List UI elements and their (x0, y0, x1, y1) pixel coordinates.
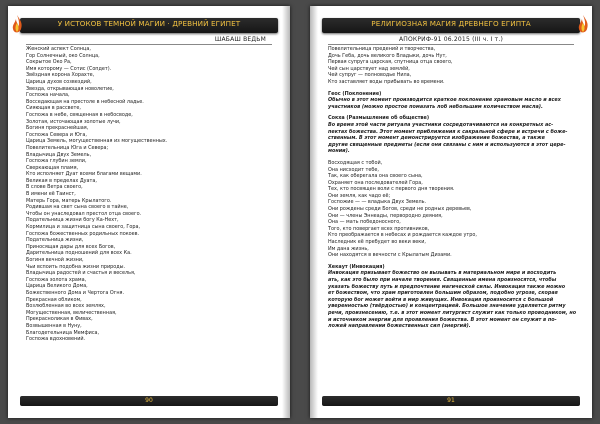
text-line: Чьи вспоить подобна жизни природы. (26, 263, 126, 270)
right-section-title: АПОКРИФ-91 06.2015 (III ч. I т.) (398, 36, 504, 43)
text-line: Повелительница предений и творчества, (328, 46, 436, 52)
instruction-line: Обычно в этот момент производится краткое поклонение храмовым масло и всех (328, 97, 561, 104)
text-line: Восходящая с тобой, (328, 159, 383, 166)
text-line: Восседающая на престоле в небесной ладье. (26, 98, 144, 105)
instruction-line: ет божеством, что храм приготовлен большим образом, подобно угрозе, скорая (328, 290, 558, 297)
right-header-title: РЕЛИГИОЗНАЯ МАГИЯ ДРЕВНЕГО ЕГИПТА (371, 19, 531, 28)
text-line: Чей сын царствует над землёй, (328, 65, 410, 72)
text-line: Благодетельница Мемфиса, (26, 329, 100, 336)
text-line: Родившая на свет сына своего в тайне, (26, 204, 129, 211)
text-line: Они рождены среди Богов, среди не родных деревьев, (328, 206, 472, 213)
text-line: Они находятся в вечности с Крылатым Дизами. (328, 252, 452, 259)
left-header-bar (20, 18, 278, 33)
text-line: Они — члены Эннеады, первородно деяния, (328, 212, 443, 219)
text-line: Кто заставляет воды прибывать во времени. (328, 78, 445, 85)
text-line: Госпожа золота храма, (26, 276, 87, 283)
text-line: Кто преображается в небесах и рождается каждое утро, (328, 232, 477, 239)
text-line: Царица Великого Дома, (26, 283, 88, 290)
instruction-line: монии). (328, 148, 350, 155)
instruction-line: речи, произнесению, т.е. в этот момент литургист служит как только проводником, но (328, 309, 576, 316)
text-line: Госпожа глубин земли, (26, 158, 87, 165)
instruction-line: ложей направлении божественных сил (энергий). (328, 323, 471, 330)
text-line: Им дана жизнь, (328, 245, 369, 252)
text-line: Подательница жизни богу Ка-Нехт, (26, 217, 119, 224)
text-line: Она — мать победоносного, (328, 219, 401, 226)
instruction-line: пектах божества. Этот момент приближения к сакральной сфере и встречи с боже- (328, 128, 568, 135)
section-heading: Сокха (Размышление об обществе) (328, 115, 430, 122)
text-line: Охраняет она последователей Гора, (328, 179, 423, 186)
text-line: Сияющая в рассвете, (26, 105, 81, 112)
left-body-text (26, 46, 274, 343)
left-page (8, 6, 290, 418)
text-line: Божественного Дома и Чертога Огня. (26, 289, 125, 296)
left-divider (26, 44, 272, 45)
instruction-line: другие священные предметы (если они связаны с ним и используются в этот цере- (328, 141, 566, 148)
left-header-title: У ИСТОКОВ ТЕМНОЙ МАГИИ · ДРЕВНИЙ ЕГИПЕТ (57, 19, 241, 28)
text-line: Богиня прекраснейшая, (26, 125, 89, 132)
text-line: Приносящая дары для всех Богов, (26, 243, 116, 250)
text-line: Повелительница Юга и Севера; (26, 144, 109, 151)
text-line: Сверкающая пламя, (26, 164, 79, 171)
text-line: Госпожа в небе, священная в небосводе, (26, 111, 133, 118)
text-line: Звезда, открывающая новолетие, (26, 85, 114, 92)
text-line: Наследник её пребудет во веки веки, (328, 239, 426, 246)
instruction-line: Во время этой части ритуала участники сосредотачиваются на конкретных ас- (328, 121, 554, 128)
left-section-title: ШАБАШ ВЕДЬМ (214, 36, 266, 43)
text-line: Госпожа Севера и Юга, (26, 131, 87, 138)
instruction-line: и источником энергии для проявления божества. В этот момент он служит в по- (328, 316, 557, 323)
text-line: Они земля, как чадо её; (328, 192, 391, 199)
section-heading: Геос (Поклонение) (328, 90, 382, 97)
text-line: Прекрасноликая в Фивах, (26, 316, 93, 323)
text-line: Госпожа божественных родильных покоев. (26, 230, 140, 237)
right-spine-shadow (310, 6, 318, 418)
text-line: Звёздная корона Хорахте, (26, 72, 95, 79)
text-line: Чей супруг — полноводье Нила, (328, 72, 412, 79)
instruction-line: участников (можно простое помазать лоб небольшим количеством масла). (328, 103, 543, 110)
text-line: Царица духов созвездий, (26, 78, 92, 85)
text-line: Гор Солнечный, око Солнца, (26, 52, 100, 59)
text-line: Дочь Геба, дочь великого Владыки, дочь Нут, (328, 52, 447, 59)
text-line: Дарительница подношений для всех Ка. (26, 250, 132, 257)
left-footer-bar (20, 396, 278, 406)
instruction-line: уверенностью (твёрдостью) и концентрацией. Большое значение уделяется ритму (328, 303, 566, 310)
text-line: Первая супруга царская, спутница отца своего, (328, 59, 453, 66)
text-line: Матерь Гора, матерь Крылатого. (26, 197, 112, 204)
text-line: Госпожа вдохновений. (26, 336, 86, 343)
text-line: Тех, кто посвящен воли с первого дня творения. (328, 186, 455, 193)
flame-logo-icon (576, 14, 590, 36)
text-line: Возлюбленная во всех землях, (26, 303, 106, 310)
right-page (310, 6, 592, 418)
right-header-bar (322, 18, 580, 33)
text-line: Госпожа начала, (26, 92, 70, 99)
text-line: Кормилица и защитница сына своего, Гора, (26, 224, 141, 231)
left-spine-shadow (282, 6, 290, 418)
left-page-number: 90 (145, 397, 153, 404)
text-line: Могущественная, величественная, (26, 309, 117, 316)
instruction-line: ственным. В этот момент демонстрируется изображение божества, а также (328, 135, 545, 142)
text-line: Подательница жизни, (26, 237, 84, 244)
text-line: Имя которому — Сотис (Сопдет). (26, 65, 112, 72)
text-line: В слове Ветра своего, (26, 184, 83, 191)
text-line: Госпожие — — владыка Двух Земель. (328, 199, 427, 206)
text-line: В имени её Таинст, (26, 191, 76, 198)
text-line: Прекрасная обликом, (26, 296, 82, 303)
text-line: Возвышенная в Нуну, (26, 322, 82, 329)
text-line: Того, кто повергает всех противников, (328, 225, 430, 232)
instruction-line: Инвокация призывает божество он вызывать в материальном мире и восходить (328, 270, 557, 277)
section-heading: Хекаут (Инвокация) (328, 263, 385, 270)
text-line: Царица Земель, могущественная из могущественных. (26, 138, 168, 145)
right-page-number: 91 (447, 397, 455, 404)
text-line: Богиня вечной жизни, (26, 257, 84, 263)
right-footer-bar (322, 396, 580, 406)
text-line: Золотая, источающая золотые лучи, (26, 118, 121, 125)
text-line: Так, как оберегала она своего сына, (328, 173, 423, 180)
instruction-line: которую бог может войти в мир живущих. Инвокация произносится с большой (328, 296, 554, 303)
text-line: Она нисходит тебе, (328, 166, 379, 173)
text-line: Великая в пределах Дуата, (26, 177, 97, 184)
instruction-line: указать божеству путь и предпочтение магической силы. Инвокация также можно (328, 283, 566, 290)
text-line: Чтобы он унаследовал престол отца своего. (26, 210, 142, 217)
right-body-text (328, 46, 576, 330)
text-line: Сокрытое Око Ра, (26, 59, 72, 66)
text-line: Кто исполняет Дуат всеми благами вещами. (26, 171, 142, 178)
text-line: Владычица Двух Земель, (26, 151, 92, 158)
right-divider (328, 44, 574, 45)
text-line: Женский аспект Солнца, (26, 46, 91, 52)
instruction-line: ать, как это было при начале творения. Священные имена произносятся, чтобы (328, 277, 557, 283)
text-line: Владычица радостей и счастья и веселья, (26, 270, 136, 277)
